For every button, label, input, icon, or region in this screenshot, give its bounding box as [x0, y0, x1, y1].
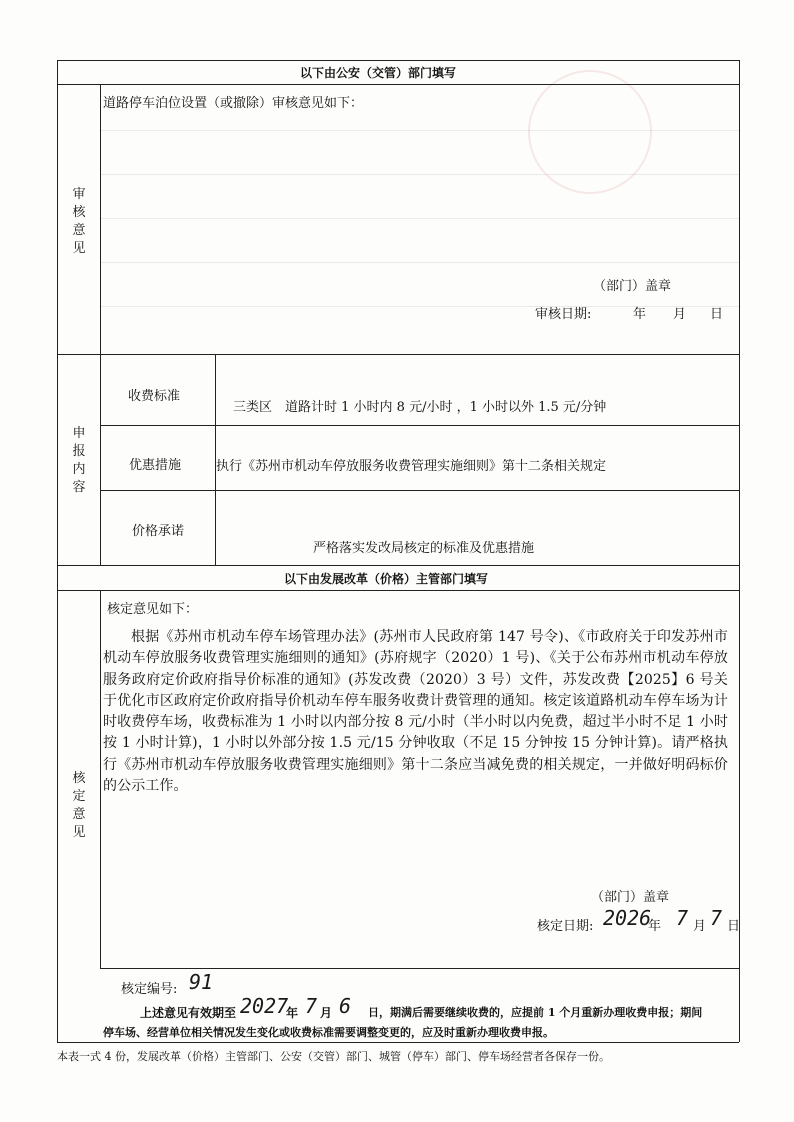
table-border-left [57, 60, 58, 1042]
validity-day-handwritten: 6 [339, 994, 352, 1018]
validity-month-handwritten: 7 [305, 994, 318, 1018]
validity-line-2: 停车场、经营单位相关情况发生变化或收费标准需要调整变更的，应及时重新办理收费申报。 [103, 1026, 554, 1039]
police-date-label: 审核日期: [535, 307, 592, 322]
table-border-bottom [57, 1042, 739, 1043]
approval-number-handwritten: 91 [189, 970, 214, 994]
police-date-day-unit: 日 [710, 307, 724, 322]
validity-year-handwritten: 2027 [240, 994, 289, 1018]
police-review-label: 审核意见 [72, 187, 86, 256]
row-divider-police-end [57, 354, 739, 355]
validity-suffix: 日，期满后需要继续收费的，应提前 1 个月重新办理收费申报；期间 [368, 1006, 703, 1019]
discount-value: 执行《苏州市机动车停放服务收费管理实施细则》第十二条相关规定 [216, 459, 607, 474]
discount-label: 优惠措施 [129, 458, 182, 473]
row-divider-fee [100, 425, 739, 426]
price-section-header: 以下由发展改革（价格）主管部门填写 [284, 572, 489, 586]
fee-standard-value: 三类区 道路计时 1 小时内 8 元/小时 ，1 小时以外 1.5 元/分钟 [233, 400, 607, 415]
police-date-month-unit: 月 [673, 307, 687, 322]
price-review-intro: 核定意见如下： [107, 602, 199, 617]
price-review-body: 根据《苏州市机动车停车场管理办法》(苏州市人民政府第 147 号令)、《市政府关于印发苏州市机动车停放服务收费管理实施细则的通知》(苏府规字（2020）1 号)、《关于公布苏州市机动车停放服务政府定价政府指导价标准的通知》(苏发改费（2020）3 号）文件，苏发改费【2025】6 号关于优化市区政府定价政府指导价机动车停车服务收费计费管理的通知。核定该道路机动车停车场为计时收费停车场，收费标准为 1 小时以内部分按 8 元/小时（半小时以内免费，超过半小时不足 1 小时按 1 小时计算)，1 小时以外部分按 1.5 元/15 分钟收取（不足 15 分钟按 15 分钟计算)。请严格执行《苏州市机动车停放服务收费管理实施细则》第十二条应当减免费的相关规定，一并做好明码标价的公示工作。 [103, 629, 728, 795]
row-divider-price-header [57, 590, 739, 591]
price-date-day-handwritten: 7 [710, 906, 723, 930]
price-review-label: 核定意见 [72, 771, 86, 840]
validity-prefix: 上述意见有效期至 [140, 1006, 237, 1020]
price-stamp-label: （部门）盖章 [591, 890, 670, 905]
apply-content-label: 申报内容 [72, 426, 86, 495]
price-date-year-unit: 年 [648, 919, 662, 934]
price-date-day-unit: 日 [727, 919, 741, 934]
police-review-intro: 道路停车泊位设置（或撤除）审核意见如下： [103, 96, 364, 111]
table-border-right [739, 60, 740, 1042]
row-divider-police-header [57, 84, 739, 85]
price-date-label: 核定日期: [537, 919, 594, 934]
label-column-divider-2 [100, 590, 101, 968]
price-promise-value: 严格落实发改局核定的标准及优惠措施 [313, 541, 535, 556]
approval-number-label: 核定编号: [121, 982, 178, 997]
police-section-header: 以下由公安（交管）部门填写 [300, 66, 457, 80]
row-divider-price-end [100, 968, 739, 969]
label-column-divider-1 [100, 84, 101, 565]
price-date-year-handwritten: 2026 [603, 906, 652, 930]
row-divider-apply-end [57, 565, 739, 566]
price-date-month-handwritten: 7 [676, 906, 689, 930]
price-promise-label: 价格承诺 [132, 524, 185, 539]
table-border-top [57, 60, 739, 61]
police-date-year-unit: 年 [633, 307, 647, 322]
validity-month-unit: 月 [320, 1006, 333, 1020]
price-date-month-unit: 月 [693, 919, 707, 934]
row-divider-discount [100, 490, 739, 491]
police-stamp-label: （部门）盖章 [593, 279, 672, 294]
validity-year-unit: 年 [286, 1006, 299, 1020]
fee-standard-label: 收费标准 [128, 389, 181, 404]
distribution-note: 本表一式 4 份，发展改革（价格）主管部门、公安（交管）部门、城管（停车）部门、停车场经营者各保存一份。 [57, 1050, 610, 1063]
